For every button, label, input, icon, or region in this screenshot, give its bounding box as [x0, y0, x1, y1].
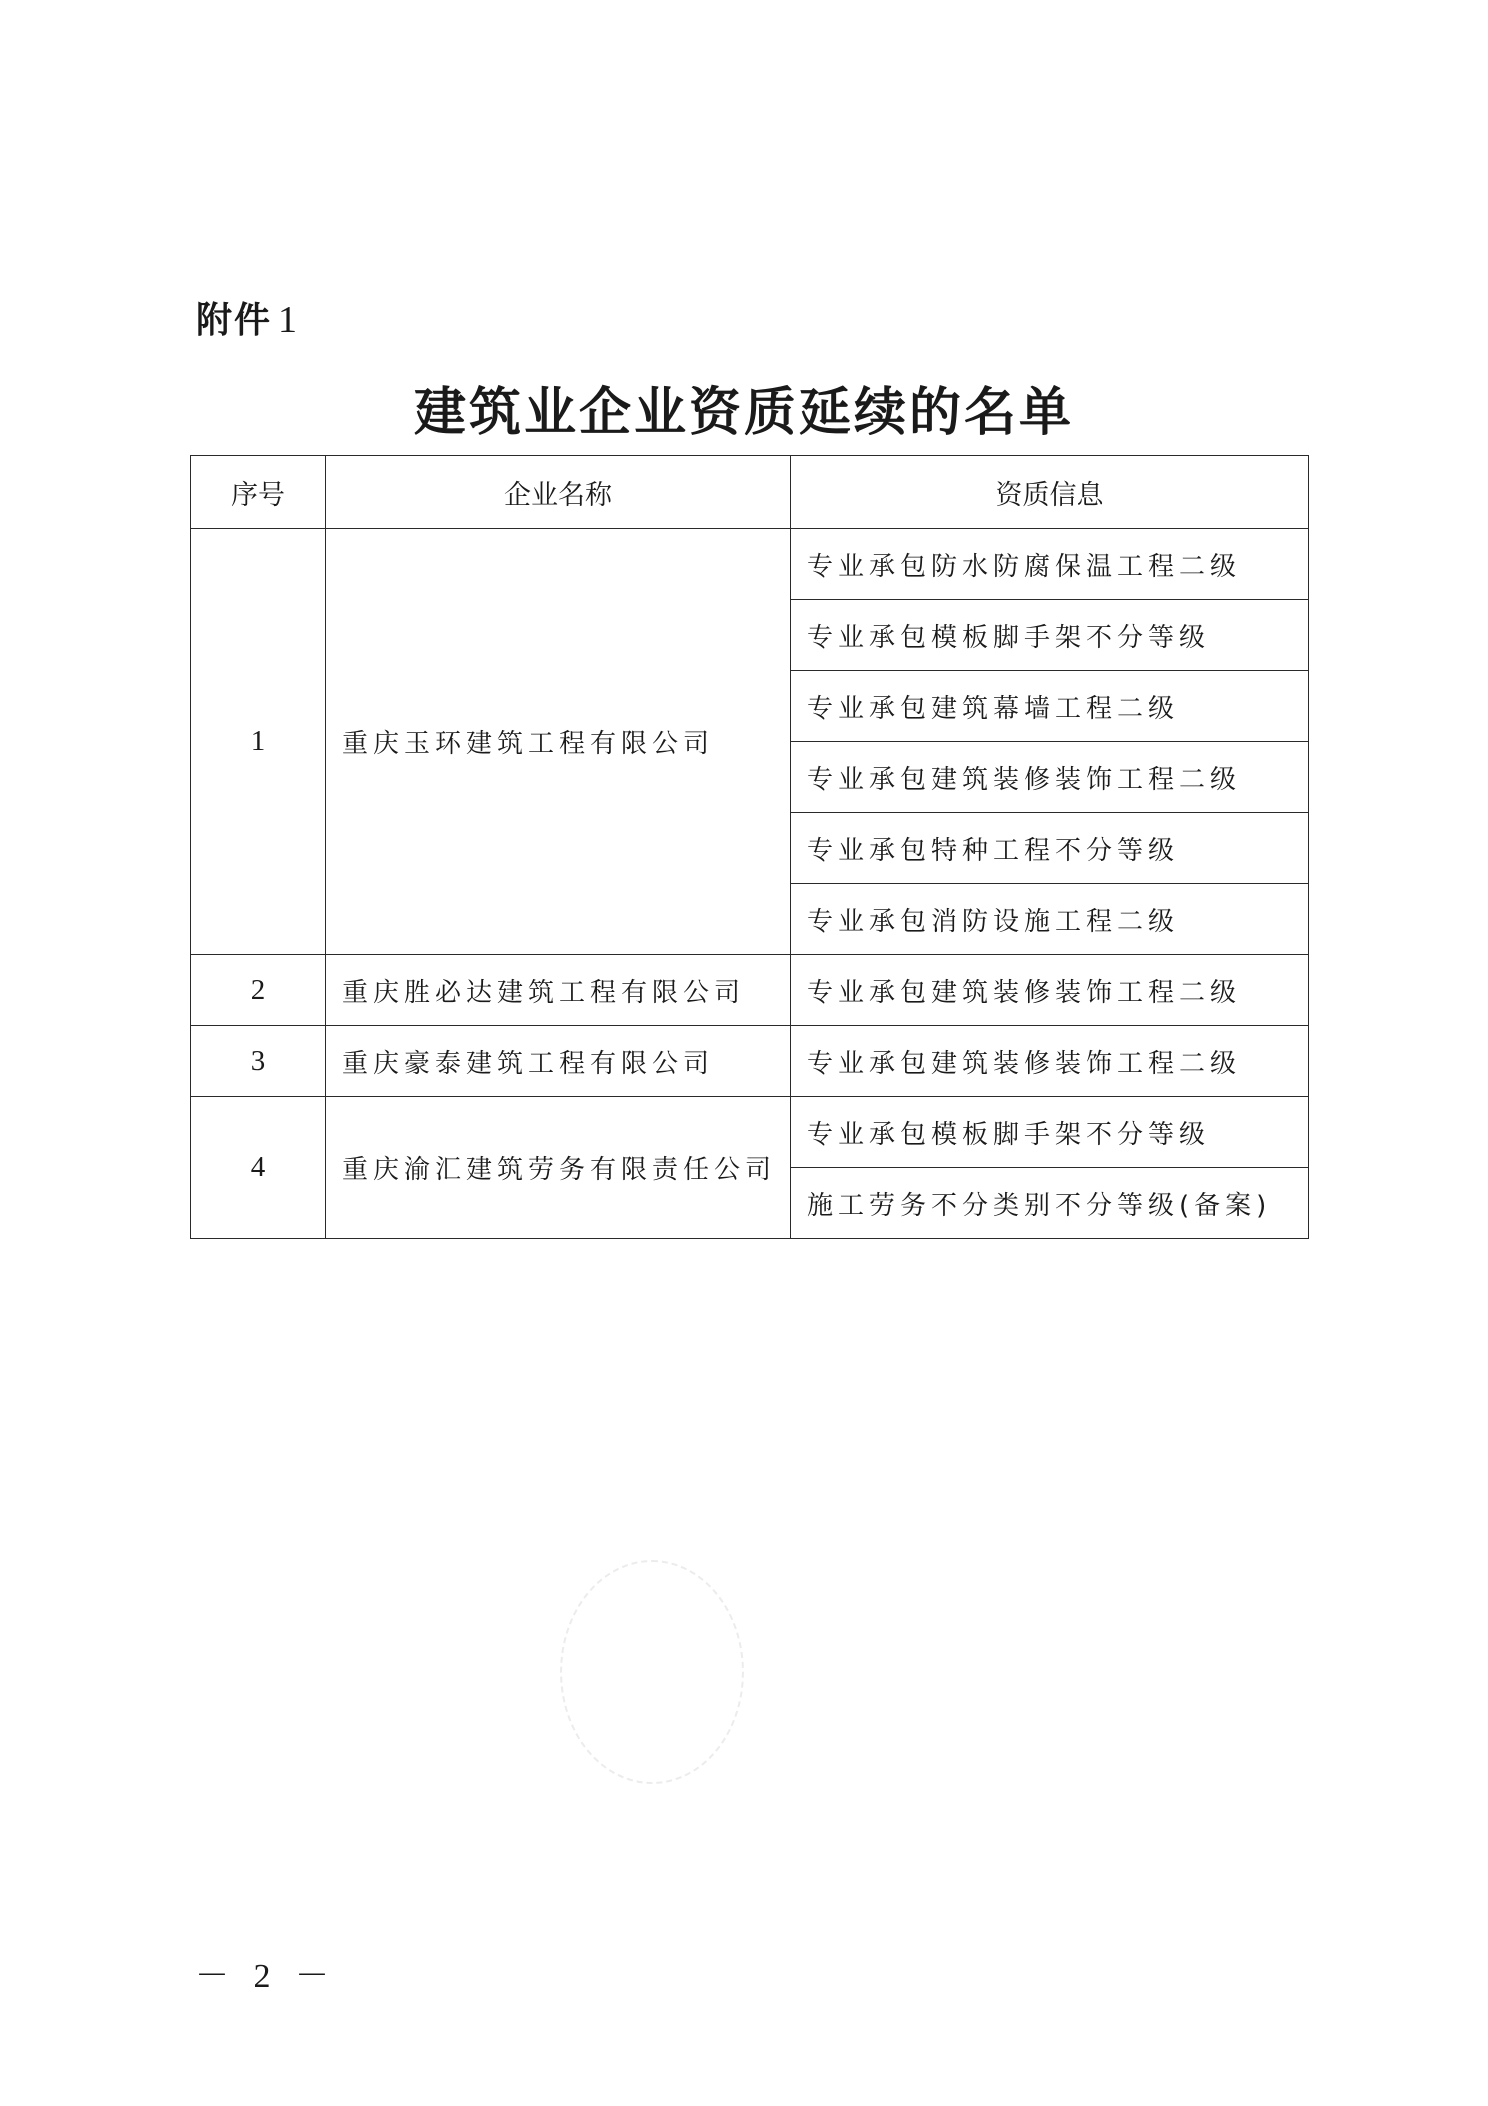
table-row — [191, 1026, 1309, 1097]
row-qualification: 专业承包建筑装修装饰工程二级 — [791, 742, 1309, 813]
row-qualification: 专业承包模板脚手架不分等级 — [791, 1097, 1309, 1168]
row-seq: 2 — [191, 955, 326, 1026]
row-company: 重庆胜必达建筑工程有限公司 — [326, 955, 791, 1026]
attachment-label-text: 附件 — [196, 300, 273, 341]
row-seq: 4 — [191, 1097, 326, 1239]
row-qualification: 专业承包消防设施工程二级 — [791, 884, 1309, 955]
attachment-label — [196, 292, 299, 343]
attachment-number: 1 — [278, 299, 300, 341]
row-qualification: 专业承包建筑幕墙工程二级 — [791, 671, 1309, 742]
header-qualification: 资质信息 — [791, 456, 1309, 529]
page-title: 建筑业企业资质延续的名单 — [413, 382, 1074, 443]
row-qualification: 专业承包模板脚手架不分等级 — [791, 600, 1309, 671]
row-qualification: 施工劳务不分类别不分等级(备案) — [791, 1168, 1309, 1239]
row-company: 重庆渝汇建筑劳务有限责任公司 — [326, 1097, 791, 1239]
enterprise-qualification-table — [190, 455, 1309, 1239]
table-header-row — [191, 456, 1309, 529]
row-qualification: 专业承包防水防腐保温工程二级 — [791, 529, 1309, 600]
faint-seal-mark — [560, 1560, 744, 1784]
table-row — [191, 955, 1309, 1026]
header-seq: 序号 — [191, 456, 326, 529]
page-number: － 2 － — [195, 1958, 337, 1995]
header-company: 企业名称 — [326, 456, 791, 529]
row-qualification: 专业承包建筑装修装饰工程二级 — [791, 1026, 1309, 1097]
table-row — [191, 529, 1309, 600]
row-qualification: 专业承包特种工程不分等级 — [791, 813, 1309, 884]
row-company: 重庆豪泰建筑工程有限公司 — [326, 1026, 791, 1097]
row-company: 重庆玉环建筑工程有限公司 — [326, 529, 791, 955]
table-row — [191, 1097, 1309, 1168]
row-seq: 1 — [191, 529, 326, 955]
row-qualification: 专业承包建筑装修装饰工程二级 — [791, 955, 1309, 1026]
row-seq: 3 — [191, 1026, 326, 1097]
